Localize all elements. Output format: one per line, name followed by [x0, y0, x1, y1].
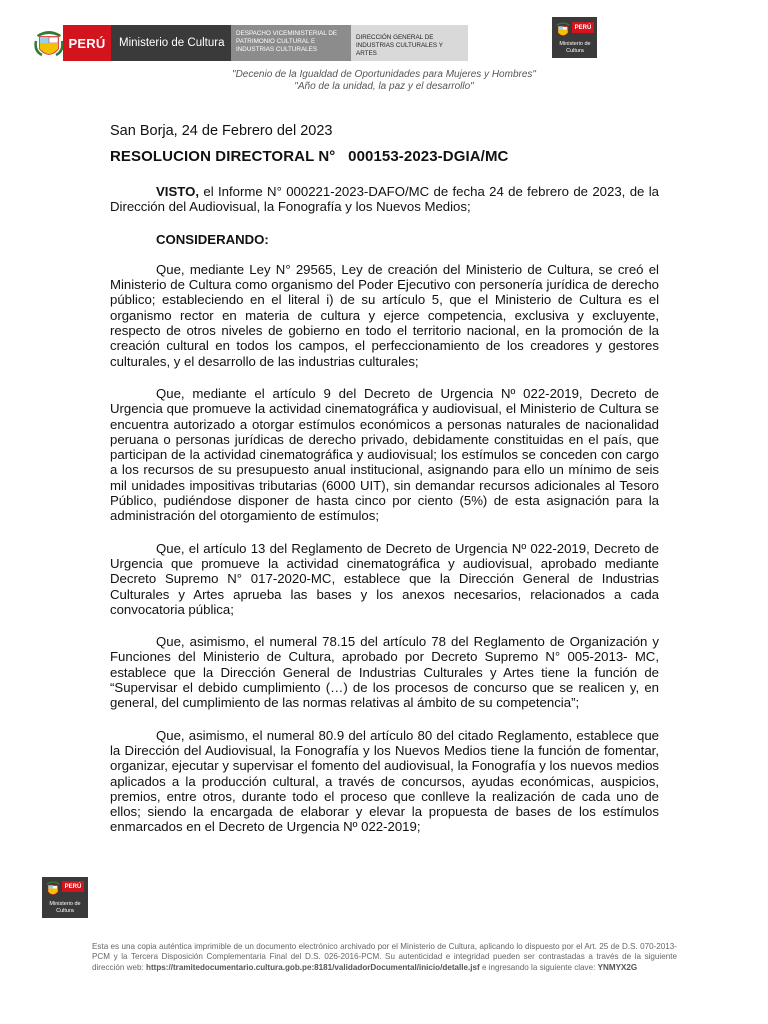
- slogan-equality: "Decenio de la Igualdad de Oportunidades para Mujeres y Hombres": [232, 69, 536, 80]
- ministry-name: Ministerio de Cultura: [49, 901, 81, 914]
- visto-text: el Informe N° 000221-2023-DAFO/MC de fecha 24 de febrero de 2023, de la Dirección del Audiovisual, la Fonografía y los Nuevos Medios;: [110, 184, 659, 215]
- ministry-corner-logo: [552, 17, 597, 58]
- ministry-footer-logo: [42, 877, 88, 918]
- authenticity-note: [92, 942, 677, 973]
- peru-coat-of-arms-icon: [555, 21, 571, 39]
- place-and-date: San Borja, 24 de Febrero del 2023: [110, 123, 333, 139]
- peru-badge: PERÚ: [572, 22, 594, 33]
- visto-label: VISTO,: [156, 184, 199, 199]
- peru-badge: PERÚ: [63, 25, 111, 61]
- considerando-paragraph: Que, asimismo, el numeral 80.9 del artículo 80 del citado Reglamento, establece que la Dirección del Audiovisual, la Fonografía y los Nuevos Medios tiene la función de fomentar, organizar, ejecutar y supervisar el fomento del audiovisual, la Fonografía y los nuevos medios aplicados a la producción cultural, a través de concursos, ayudas económicas, auspicios, premios, entre otros, durante todo el proceso que conlleve la realización de cada uno de ellos; siendo la encargada de elaborar y elevar la propuesta de bases de los estímulos enmarcados en el Decreto de Urgencia Nº 022-2019;: [110, 727, 659, 835]
- decade-slogans: [0, 69, 768, 92]
- resolution-title: RESOLUCION DIRECTORAL N° 000153-2023-DGIA/MC: [110, 148, 509, 165]
- ministry-name: Ministerio de Cultura: [559, 41, 591, 54]
- visto-paragraph: [110, 184, 659, 215]
- considerando-paragraph: Que, mediante el artículo 9 del Decreto de Urgencia Nº 022-2019, Decreto de Urgencia que promueve la actividad cinematográfica y audiovisual, el Ministerio de Cultura se encuentra autorizado a otorgar estímulos económicos a personas naturales de nacionalidad peruana o personas jurídicas de derecho privado, debidamente constituidas en el país, que participan de la actividad cinematográfica y audiovisual; los estímulos se conceden con cargo a los recursos de su presupuesto anual institucional, asignando para ello un mínimo de seis mil unidades impositivas tributarias (6000 UIT), sin demandar recursos adicionales al Tesoro Público, pudiéndose disponer de hasta cinco por ciento (5%) de esta asignación para la administración del otorgamiento de estímulos;: [110, 385, 659, 524]
- ministry-header-band: [63, 25, 468, 61]
- slogan-year: "Año de la unidad, la paz y el desarrollo": [294, 80, 474, 92]
- validation-url-link[interactable]: https://tramitedocumentario.cultura.gob.pe:8181/validadorDocumental/inicio/detalle.jsf: [146, 962, 480, 972]
- resolution-body: [110, 184, 659, 852]
- peru-badge: PERÚ: [62, 881, 84, 892]
- peru-coat-of-arms-icon: [45, 880, 61, 898]
- considerando-heading: CONSIDERANDO:: [156, 231, 269, 247]
- validation-key: YNMYX2G: [597, 962, 638, 972]
- authenticity-text: Esta es una copia auténtica imprimible de un documento electrónico archivado por el Ministerio de Cultura, aplicando lo dispuesto por el Art. 25 de D.S. 070-2013-PCM y la Tercera Disposición Complementaria Final del D.S. 026-2016-PCM. Su autenticidad e integridad pueden ser contrastadas a través de la siguiente dirección web:: [92, 942, 677, 972]
- general-directorate-name: DIRECCIÓN GENERAL DE INDUSTRIAS CULTURALES Y ARTES: [351, 25, 468, 61]
- peru-coat-of-arms-icon: [34, 27, 64, 61]
- considerando-paragraph: Que, mediante Ley N° 29565, Ley de creación del Ministerio de Cultura, se creó el Ministerio de Cultura como organismo del Poder Ejecutivo con personería jurídica de derecho público; estableciendo en el literal i) de su artículo 5, que el Ministerio de Cultura es el organismo rector en materia de cultura y ejerce competencia, exclusiva y excluyente, respecto de otros niveles de gobierno en todo el territorio nacional, en la promoción de la creación cultural en todos los campos, el perfeccionamiento de los creadores y gestores culturales, y el desarrollo de las industrias culturales;: [110, 261, 659, 369]
- vice-ministry-name: DESPACHO VICEMINISTERIAL DE PATRIMONIO CULTURAL E INDUSTRIAS CULTURALES: [231, 25, 351, 61]
- considerando-paragraph: Que, el artículo 13 del Reglamento de Decreto de Urgencia Nº 022-2019, Decreto de Urgencia que promueve la actividad cinematográfica y audiovisual, aprobado mediante Decreto Supremo N° 017-2020-MC, establece que la Dirección General de Industrias Culturales y Artes aprueba las bases y los anexos necesarios, relacionados a cada convocatoria pública;: [110, 540, 659, 617]
- considerando-paragraph: Que, asimismo, el numeral 78.15 del artículo 78 del Reglamento de Organización y Funciones del Ministerio de Cultura, aprobado por Decreto Supremo N° 005-2013- MC, establece que la Dirección General de Industrias Culturales y Artes tiene la función de “Supervisar el debido cumplimiento (…) de los procesos de concurso que se realicen y, en general, del cumplimiento de las normas relativas al ámbito de su competencia”;: [110, 634, 659, 711]
- ministry-name: Ministerio de Cultura: [111, 25, 231, 61]
- key-intro-text: e ingresando la siguiente clave:: [479, 962, 598, 972]
